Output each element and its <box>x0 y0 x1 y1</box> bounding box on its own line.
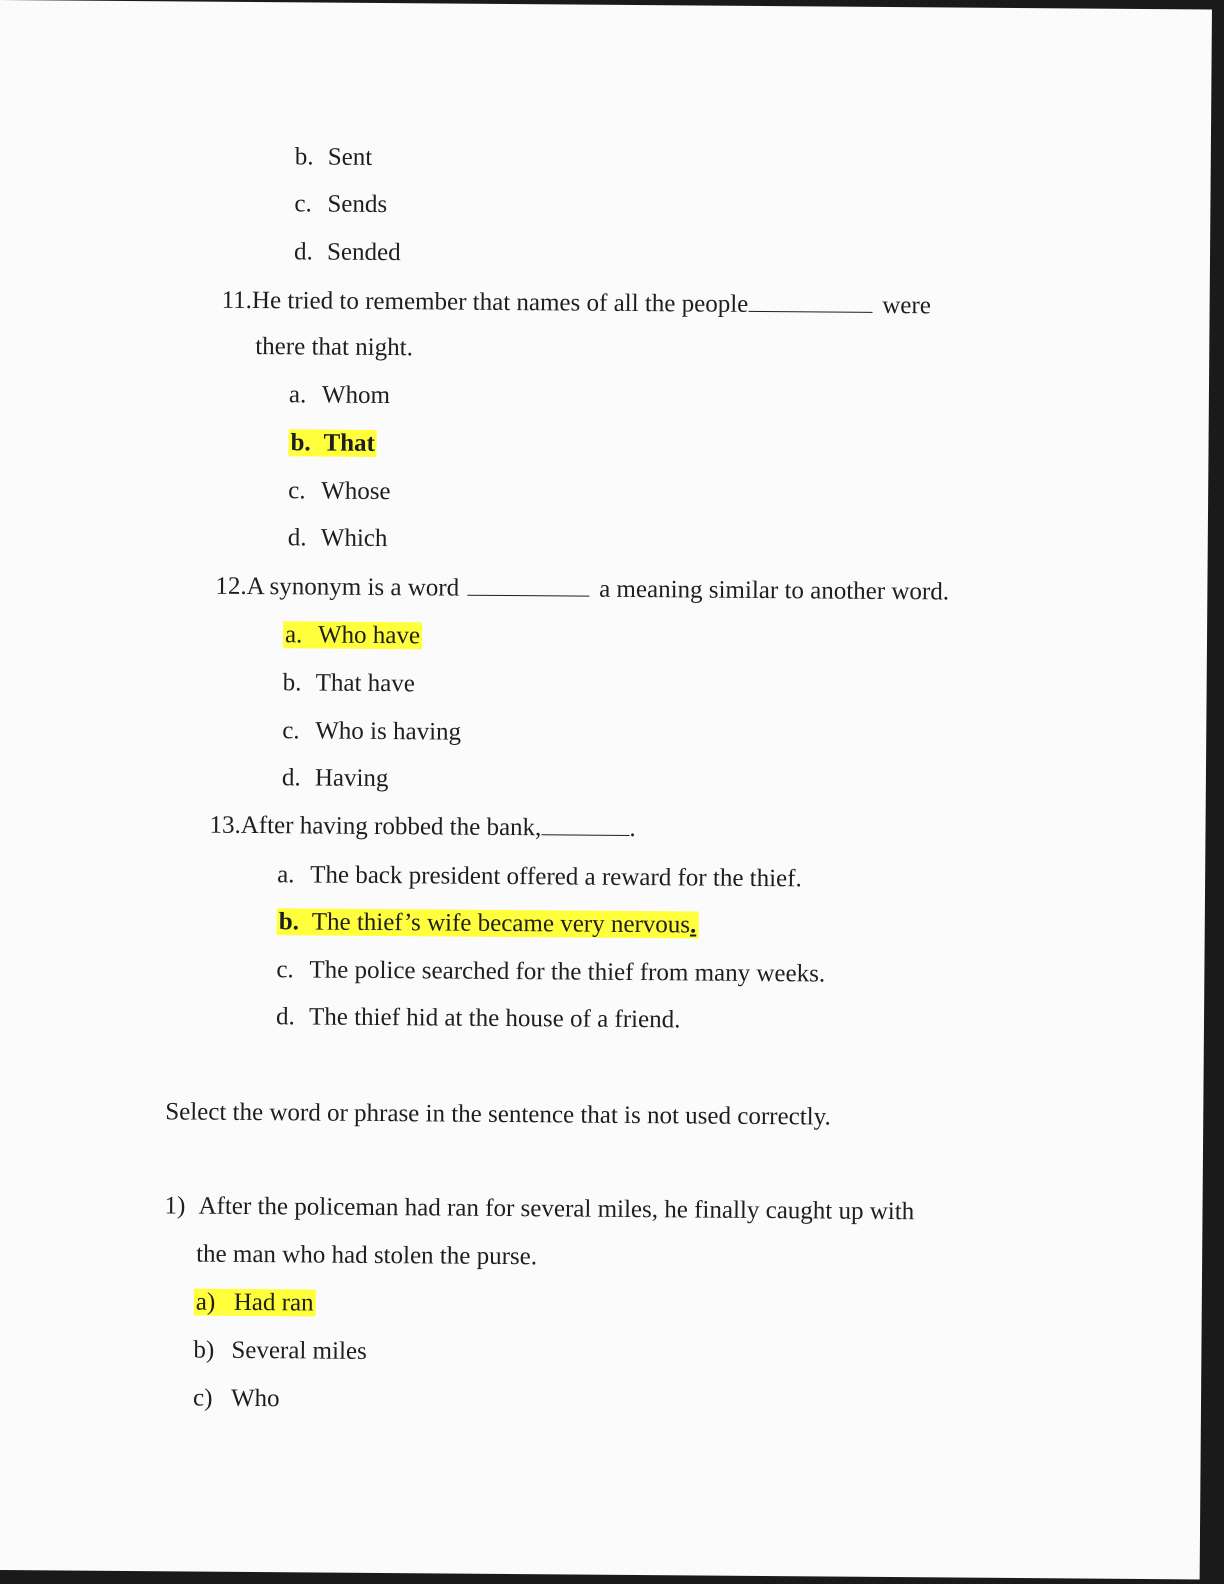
question-11-stem: 11.He tried to remember that names of all the people were <box>221 286 931 320</box>
option-b-highlighted: b. The thief’s wife became very nervous. <box>278 908 697 939</box>
option-a-highlighted: a. Who have <box>284 621 421 650</box>
option-d: d. The thief hid at the house of a friend. <box>275 1003 681 1034</box>
answer-blank <box>467 573 589 597</box>
option-b: b. Sent <box>294 143 373 171</box>
answer-blank <box>748 289 872 313</box>
option-d: d. Having <box>281 764 389 793</box>
question-13-stem: 13.After having robbed the bank, . <box>209 811 636 843</box>
option-d: d. Sended <box>293 238 401 267</box>
option-b: b. That have <box>282 669 416 698</box>
option-c: c) Who <box>192 1384 280 1413</box>
section2-question-1-stem: 1) After the policeman had ran for several miles, he finally caught up with <box>164 1192 915 1226</box>
question-12-stem: 12.A synonym is a word a meaning similar to another word. <box>215 572 950 606</box>
answer-blank <box>541 812 629 836</box>
option-c: c. Who is having <box>282 717 462 746</box>
option-a: a. Whom <box>288 381 391 410</box>
option-d: d. Which <box>287 524 388 553</box>
option-c: c. Whose <box>288 477 391 506</box>
section-instruction: Select the word or phrase in the sentence that is not used correctly. <box>165 1098 831 1131</box>
option-b-highlighted: b. That <box>290 429 376 457</box>
option-c: c. The police searched for the thief from many weeks. <box>276 956 826 988</box>
section2-question-1-stem-line2: the man who had stolen the purse. <box>196 1240 538 1271</box>
option-a-highlighted: a) Had ran <box>195 1288 314 1317</box>
option-c: c. Sends <box>294 190 388 219</box>
option-a: a. The back president offered a reward for the thief. <box>277 861 802 893</box>
question-11-stem-line2: there that night. <box>255 333 413 362</box>
option-b: b) Several miles <box>193 1336 367 1365</box>
